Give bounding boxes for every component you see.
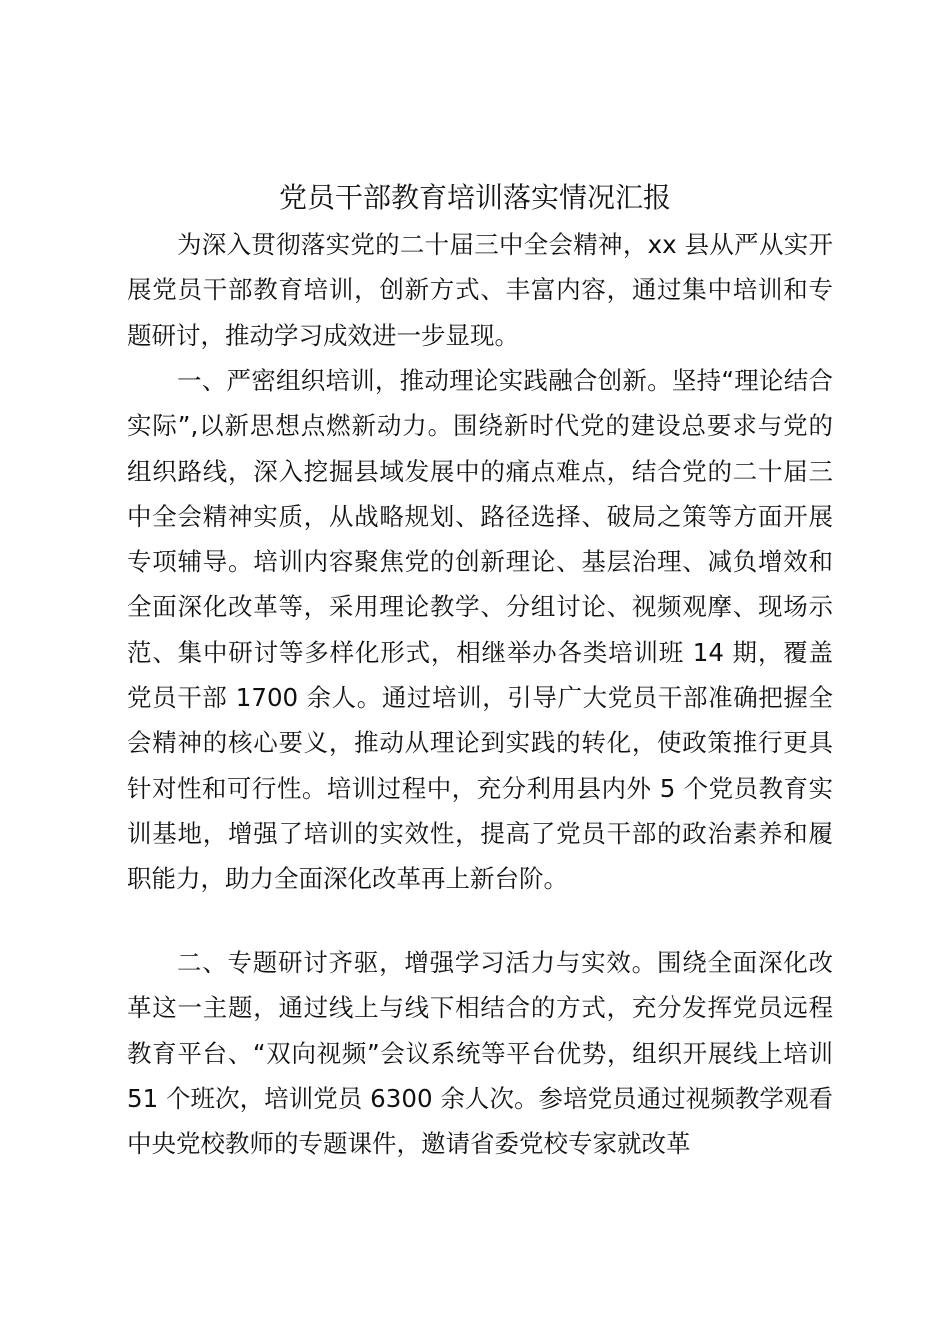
paragraph-section-one: 一、严密组织培训，推动理论实践融合创新。坚持“理论结合实际”,以新思想点燃新动力。围绕新时代党的建设总要求与党的组织路线，深入挖掘县域发展中的痛点难点，结合党的二十届三中全会精神实质，从战略规划、路径选择、破局之策等方面开展专项辅导。培训内容聚焦党的创新理论、基层治理、减负增效和全面深化改革等，采用理论教学、分组讨论、视频观摩、现场示范、集中研讨等多样化形式，相继举办各类培训班 14 期，覆盖党员干部 1700 余人。通过培训，引导广大党员干部准确把握全会精神的核心要义，推动从理论到实践的转化，使政策推行更具针对性和可行性。培训过程中，充分利用县内外 5 个党员教育实训基地，增强了培训的实效性，提高了党员干部的政治素养和履职能力，助力全面深化改革再上新台阶。 (127, 366, 833, 894)
document-title: 党员干部教育培训落实情况汇报 (278, 181, 671, 214)
paragraph-intro: 为深入贯彻落实党的二十届三中全会精神，xx 县从严从实开展党员干部教育培训，创新方式、丰富内容，通过集中培训和专题研讨，推动学习成效进一步显现。 (127, 230, 833, 350)
paragraph-section-two: 二、专题研讨齐驱，增强学习活力与实效。围绕全面深化改革这一主题，通过线上与线下相结合的方式，充分发挥党员远程教育平台、“双向视频”会议系统等平台优势，组织开展线上培训 51 个班次，培训党员 6300 余人次。参培党员通过视频教学观看中央党校教师的专题课件，邀请省委党校专家就改革 (127, 948, 833, 1159)
